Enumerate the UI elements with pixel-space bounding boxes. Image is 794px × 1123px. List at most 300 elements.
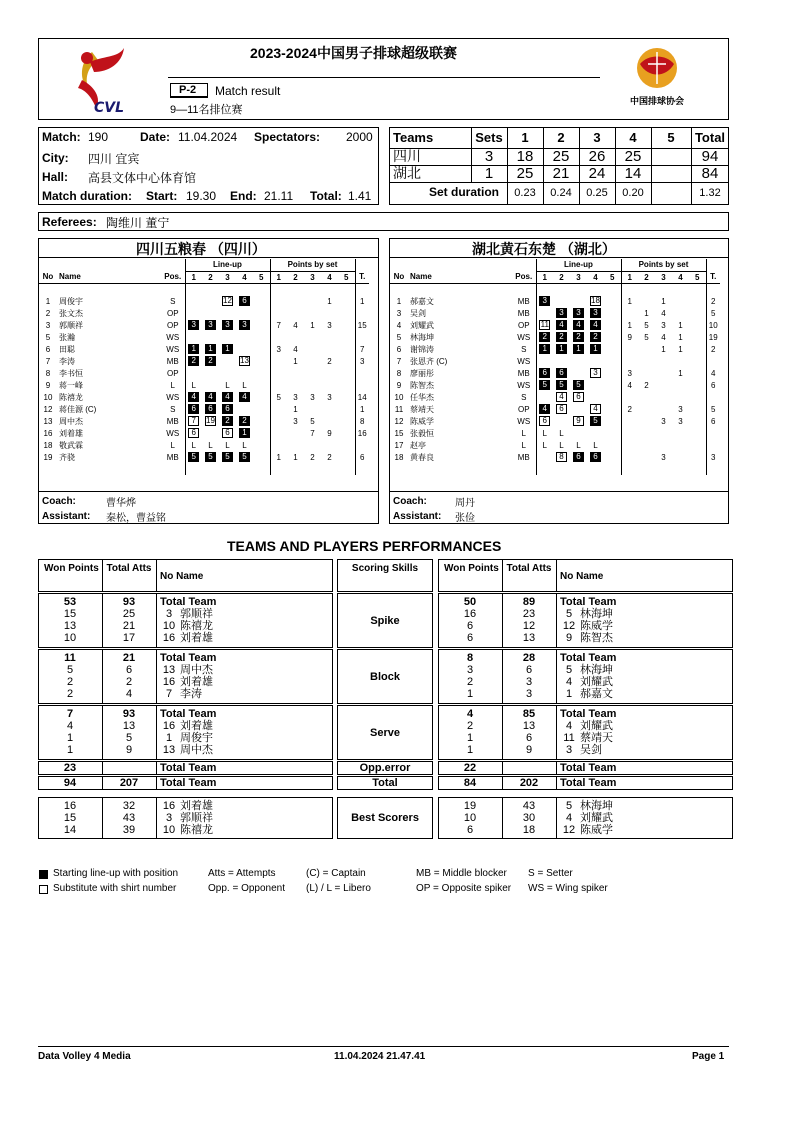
score-set-points: 25 <box>516 165 534 182</box>
roster-spacer-row <box>39 283 369 295</box>
lineup-cell <box>185 295 202 307</box>
player-name: 刘耀武 <box>580 812 613 824</box>
col-total: T. <box>355 271 369 283</box>
player-position: WS <box>166 428 180 438</box>
player-shirt-number: 16 <box>162 676 176 688</box>
page-title: 2023-2024中国男子排球超级联赛 <box>250 45 457 61</box>
player-row <box>390 367 720 379</box>
col-points-set: 3 <box>661 272 666 282</box>
lineup-cell <box>253 439 270 451</box>
set-points-cell: 3 <box>661 320 666 330</box>
libero-mark: L <box>559 440 564 450</box>
player-number: 1 <box>396 296 402 306</box>
player-name: 蒋一峰 <box>59 380 83 390</box>
total-atts-value: 6 <box>525 664 533 676</box>
roster-filler <box>270 463 355 475</box>
col-name: Name <box>410 272 432 282</box>
lineup-cell <box>553 367 570 379</box>
substitute-number-box: 19 <box>206 416 215 425</box>
set-points-cell <box>655 427 672 439</box>
roster-filler <box>536 463 621 475</box>
roster-spacer <box>185 283 270 295</box>
col-points-set: 1 <box>621 271 638 283</box>
association-logo-text: 中国排球协会 <box>630 97 685 107</box>
lineup-cell <box>202 331 219 343</box>
set-points-cell: 9 <box>621 331 638 343</box>
lineup-cell <box>604 367 621 379</box>
set-points-cell <box>655 355 672 367</box>
set-points-cell <box>287 379 304 391</box>
player-shirt-number: 3 <box>565 744 573 756</box>
perf-col-line <box>556 776 557 790</box>
lineup-cell <box>536 295 553 307</box>
set-points-cell <box>638 295 655 307</box>
total-team-label: Total Team <box>160 762 217 774</box>
total-atts-value: 9 <box>125 744 133 756</box>
set-points-cell: 1 <box>678 320 683 330</box>
legend-op: OP = Opposite spiker <box>416 883 512 894</box>
set-points-cell <box>621 307 638 319</box>
lineup-cell <box>219 439 236 451</box>
set-points-cell: 2 <box>621 403 638 415</box>
legend-libero: (L) / L = Libero <box>306 883 371 894</box>
roster-filler <box>39 463 185 475</box>
won-points-value: 5 <box>66 664 74 676</box>
set-points-cell: 1 <box>661 344 666 354</box>
lineup-cell <box>185 343 202 355</box>
player-shirt-number: 12 <box>562 620 576 632</box>
set-duration-label: Set duration <box>429 185 500 199</box>
roster-spacer <box>536 283 621 295</box>
set-points-cell: 7 <box>310 428 315 438</box>
score-set-3-header: 3 <box>593 130 601 145</box>
libero-mark: L <box>191 380 196 390</box>
player-position: L <box>170 380 175 390</box>
lineup-cell <box>536 391 553 403</box>
col-no-name: No Name <box>560 571 604 582</box>
lineup-cell <box>604 355 621 367</box>
set-points-cell: 3 <box>661 416 666 426</box>
set-points-cell <box>270 403 287 415</box>
score-total-points: 84 <box>701 165 719 182</box>
perf-col-line <box>156 559 157 592</box>
city-value: 四川 宜宾 <box>88 152 140 166</box>
set-points-cell: 3 <box>661 452 666 462</box>
player-name: 郭顺祥 <box>180 812 213 824</box>
col-points-set: 5 <box>695 272 700 282</box>
player-number: 15 <box>394 428 404 438</box>
set-points-cell <box>304 343 321 355</box>
player-number: 12 <box>394 416 404 426</box>
player-row <box>39 415 369 427</box>
player-name: 周俊宇 <box>180 732 213 744</box>
spectators-count: 2000 <box>346 130 373 144</box>
lineup-cell <box>604 439 621 451</box>
player-total-points: 15 <box>355 319 369 331</box>
spectators-label: Spectators: <box>254 130 321 144</box>
substitute-number-box: 9 <box>573 416 584 426</box>
player-name: 蔡靖天 <box>580 732 613 744</box>
set-points-cell <box>321 439 338 451</box>
won-points-value: 3 <box>466 664 474 676</box>
lineup-cell <box>570 367 587 379</box>
col-points-set: 4 <box>678 272 683 282</box>
opp-error-skill-name: Opp.error <box>359 762 411 774</box>
col-won-points: Won Points <box>444 563 499 574</box>
player-total-points <box>706 439 720 451</box>
player-shirt-number: 3 <box>165 608 173 620</box>
libero-mark: L <box>559 428 564 438</box>
total-atts-value: 202 <box>519 777 539 789</box>
player-name: 郝嘉文 <box>410 296 434 306</box>
lineup-cell <box>570 379 587 391</box>
player-row <box>39 439 369 451</box>
best-scorers-label: Best Scorers <box>351 812 419 824</box>
team-b-coach-label: Coach: <box>393 496 427 507</box>
lineup-cell <box>570 427 587 439</box>
total-team-label: Total Team <box>160 652 217 664</box>
substitute-number-box: 13 <box>240 356 249 365</box>
starting-position-box: 4 <box>205 392 216 402</box>
player-shirt-number: 4 <box>565 720 573 732</box>
roster-filler-row <box>39 463 369 475</box>
starting-position-box: 2 <box>590 332 601 342</box>
col-pos: Pos. <box>164 272 182 282</box>
lineup-cell <box>587 451 604 463</box>
set-points-cell <box>270 427 287 439</box>
score-set-points: 25 <box>552 148 570 165</box>
skill-name: Serve <box>370 726 400 739</box>
total-team-label: Total Team <box>160 596 217 608</box>
total-atts-value: 43 <box>122 812 136 824</box>
set-points-cell: 4 <box>293 320 298 330</box>
starting-position-box: 2 <box>222 416 233 426</box>
lineup-cell <box>236 439 253 451</box>
player-shirt-number: 1 <box>565 688 573 700</box>
set-points-cell: 3 <box>327 392 332 402</box>
lineup-cell <box>587 403 604 415</box>
perf-col-line <box>156 593 157 648</box>
player-name: 任华杰 <box>410 392 434 402</box>
lineup-header: Line-up <box>536 259 621 271</box>
player-number: 12 <box>43 404 53 414</box>
total-atts-value: 21 <box>122 652 136 664</box>
player-shirt-number: 12 <box>562 824 576 836</box>
set-points-cell <box>270 295 287 307</box>
total-atts-value: 39 <box>122 824 136 836</box>
col-points-set: 1 <box>270 271 287 283</box>
player-row <box>39 343 369 355</box>
player-row <box>390 295 720 307</box>
player-total-points <box>706 355 720 367</box>
lineup-cell <box>253 307 270 319</box>
lineup-cell <box>553 415 570 427</box>
date-label: Date: <box>140 130 171 144</box>
volleyball-association-logo <box>626 44 688 116</box>
player-name: 蒋佳源 (C) <box>59 404 97 414</box>
col-lineup-set: 1 <box>536 271 553 283</box>
lineup-cell <box>202 295 219 307</box>
player-total-points <box>706 427 720 439</box>
set-points-cell <box>621 343 638 355</box>
roster-header-spacer <box>355 259 369 271</box>
won-points-value: 53 <box>63 596 77 608</box>
player-shirt-number: 13 <box>162 664 176 676</box>
player-row <box>39 379 369 391</box>
player-row <box>390 319 720 331</box>
starting-position-box: 1 <box>573 344 584 354</box>
player-name: 刘着雄 <box>180 676 213 688</box>
set-points-cell <box>338 403 355 415</box>
total-atts-value: 21 <box>122 620 136 632</box>
set-points-cell <box>672 391 689 403</box>
set-points-cell: 1 <box>678 368 683 378</box>
player-position: S <box>170 296 176 306</box>
lineup-cell <box>587 295 604 307</box>
roster-header-row <box>39 259 369 271</box>
title-underline <box>168 77 600 78</box>
starting-position-box: 6 <box>590 452 601 462</box>
score-team-name: 湖北 <box>393 165 421 181</box>
lineup-cell <box>236 415 253 427</box>
won-points-value: 6 <box>466 632 474 644</box>
lineup-cell <box>570 451 587 463</box>
set-points-cell <box>321 367 338 379</box>
player-number: 10 <box>394 392 404 402</box>
col-no: No <box>393 272 405 282</box>
lineup-cell <box>604 451 621 463</box>
lineup-cell <box>253 355 270 367</box>
col-lineup-set: 3 <box>576 272 581 282</box>
lineup-cell <box>536 403 553 415</box>
set-points-cell <box>287 295 304 307</box>
set-points-cell <box>689 331 706 343</box>
won-points-value: 13 <box>63 620 77 632</box>
lineup-cell <box>219 367 236 379</box>
set-points-cell <box>321 343 338 355</box>
perf-col-line <box>156 649 157 704</box>
player-row <box>390 451 720 463</box>
player-row <box>390 379 720 391</box>
set-duration-total: 1.32 <box>699 187 721 199</box>
roster-header-spacer <box>706 259 720 271</box>
player-shirt-number: 5 <box>565 608 573 620</box>
team-a-name: 四川五粮春 （四川） <box>136 241 266 257</box>
total-atts-value: 13 <box>522 720 536 732</box>
total-atts-value: 13 <box>522 632 536 644</box>
roster-filler-row <box>390 463 720 475</box>
lineup-cell <box>587 355 604 367</box>
player-name: 黄春良 <box>410 452 434 462</box>
performances-title: TEAMS AND PLAYERS PERFORMANCES <box>227 538 502 554</box>
total-team-label: Total Team <box>560 708 617 720</box>
player-name: 林海坤 <box>580 800 613 812</box>
set-points-cell <box>689 307 706 319</box>
set-points-cell <box>270 355 287 367</box>
lineup-cell <box>570 403 587 415</box>
substitute-number-box: 6 <box>188 428 199 438</box>
set-points-cell: 3 <box>293 392 298 402</box>
match-date: 11.04.2024 <box>178 130 238 144</box>
won-points-value: 10 <box>463 812 477 824</box>
set-points-cell <box>338 319 355 331</box>
player-number: 3 <box>45 320 51 330</box>
player-shirt-number: 7 <box>165 688 173 700</box>
footer-center: 11.04.2024 21.47.41 <box>334 1051 426 1062</box>
roster-filler <box>621 463 706 475</box>
roster-filler <box>355 463 369 475</box>
lineup-cell <box>219 295 236 307</box>
total-skill-name: Total <box>372 777 398 789</box>
player-total-points: 1 <box>355 295 369 307</box>
libero-mark: L <box>542 428 547 438</box>
substitute-number-box: 7 <box>188 416 199 426</box>
won-points-value: 4 <box>466 708 474 720</box>
total-atts-value: 6 <box>125 664 133 676</box>
lineup-cell <box>202 319 219 331</box>
end-label: End: <box>230 189 257 203</box>
set-points-cell: 5 <box>644 320 649 330</box>
perf-col-line <box>556 797 557 839</box>
perf-col-line <box>156 776 157 790</box>
total-atts-value: 25 <box>122 608 136 620</box>
total-atts-value: 5 <box>125 732 133 744</box>
player-name: 张毅恒 <box>410 428 434 438</box>
team-b-roster <box>390 259 728 475</box>
lineup-cell <box>202 379 219 391</box>
substitute-number-box: 11 <box>540 320 549 329</box>
set-points-cell: 1 <box>678 344 683 354</box>
player-number: 11 <box>394 404 404 414</box>
set-points-cell: 1 <box>293 452 298 462</box>
won-points-value: 1 <box>466 688 474 700</box>
won-points-value: 1 <box>466 744 474 756</box>
player-name: 张瀚 <box>59 332 75 342</box>
team-a-assistant: 秦松，曹益铭 <box>106 513 166 524</box>
player-name: 齐骁 <box>59 452 75 462</box>
player-row <box>39 427 369 439</box>
set-points-cell <box>672 451 689 463</box>
lineup-cell <box>587 379 604 391</box>
lineup-cell <box>185 367 202 379</box>
legend-captain: (C) = Captain <box>306 868 366 879</box>
perf-col-line <box>156 761 157 775</box>
starting-position-box: 6 <box>539 368 550 378</box>
set-points-cell: 3 <box>270 343 287 355</box>
perf-col-line <box>556 593 557 648</box>
report-code: P-2 <box>179 84 197 96</box>
player-position: S <box>170 404 176 414</box>
city-label: City: <box>42 151 69 165</box>
total-atts-value: 89 <box>522 596 536 608</box>
total-atts-value: 3 <box>525 676 533 688</box>
score-total-header: Total <box>694 130 726 145</box>
lineup-cell <box>202 439 219 451</box>
won-points-value: 22 <box>463 762 477 774</box>
player-total-points: 2 <box>706 295 720 307</box>
set-points-cell <box>655 439 672 451</box>
set-points-cell <box>638 367 655 379</box>
score-teams-header: Teams <box>393 130 434 145</box>
starting-position-box: 3 <box>556 308 567 318</box>
substitute-number-box: 3 <box>590 368 601 378</box>
total-team-label: Total Team <box>560 596 617 608</box>
player-name: 周俊宇 <box>59 296 83 306</box>
set-points-cell: 5 <box>310 416 315 426</box>
starting-position-box: 5 <box>556 380 567 390</box>
total-atts-value: 32 <box>122 800 136 812</box>
player-name: 陈禧龙 <box>180 620 213 632</box>
player-position: S <box>521 392 527 402</box>
won-points-value: 23 <box>63 762 77 774</box>
player-row <box>39 367 369 379</box>
player-name: 刘耀武 <box>580 720 613 732</box>
player-position: L <box>170 440 175 450</box>
player-number: 18 <box>43 440 53 450</box>
starting-position-box: 2 <box>239 416 250 426</box>
player-position: WS <box>166 392 180 402</box>
report-title: Match result <box>215 84 281 98</box>
player-row <box>390 355 720 367</box>
lineup-cell <box>604 415 621 427</box>
starting-position-box: 3 <box>539 296 550 306</box>
player-total-points: 6 <box>355 451 369 463</box>
starting-position-box: 4 <box>590 320 601 330</box>
legend-opp: Opp. = Opponent <box>208 883 286 894</box>
substitute-number-box: 4 <box>590 404 601 414</box>
player-name: 陈智杰 <box>580 632 613 644</box>
lineup-cell <box>536 367 553 379</box>
score-set-points <box>651 148 691 165</box>
starting-position-box: 2 <box>205 356 216 366</box>
set-points-cell <box>672 439 689 451</box>
player-position: OP <box>517 404 530 414</box>
set-points-cell <box>270 415 287 427</box>
player-name: 郭顺祥 <box>59 320 83 330</box>
player-total-points: 2 <box>706 343 720 355</box>
player-number: 17 <box>394 440 404 450</box>
lineup-cell <box>604 343 621 355</box>
col-points-set: 2 <box>293 272 298 282</box>
won-points-value: 16 <box>63 800 77 812</box>
set-points-cell <box>304 331 321 343</box>
lineup-cell <box>570 295 587 307</box>
starting-position-box: 4 <box>222 392 233 402</box>
col-points-set: 2 <box>644 272 649 282</box>
score-team-name: 四川 <box>393 148 421 164</box>
total-atts-value: 9 <box>525 744 533 756</box>
lineup-cell <box>536 415 553 427</box>
set-points-cell: 2 <box>310 452 315 462</box>
set-points-cell: 3 <box>310 392 315 402</box>
lineup-cell <box>253 343 270 355</box>
player-shirt-number: 11 <box>563 732 575 744</box>
report-subtitle: 9—11名排位赛 <box>170 104 243 116</box>
player-shirt-number: 9 <box>565 632 573 644</box>
score-set-1-header: 1 <box>521 130 529 145</box>
player-position: L <box>521 440 526 450</box>
set-points-cell: 5 <box>644 332 649 342</box>
lineup-cell <box>219 391 236 403</box>
lineup-cell <box>236 295 253 307</box>
lineup-cell <box>553 319 570 331</box>
lineup-cell <box>570 331 587 343</box>
footer-left: Data Volley 4 Media <box>38 1051 131 1062</box>
score-set-points <box>651 165 691 182</box>
total-atts-value: 85 <box>522 708 536 720</box>
score-set-5-header: 5 <box>667 130 675 145</box>
perf-col-line <box>556 649 557 704</box>
